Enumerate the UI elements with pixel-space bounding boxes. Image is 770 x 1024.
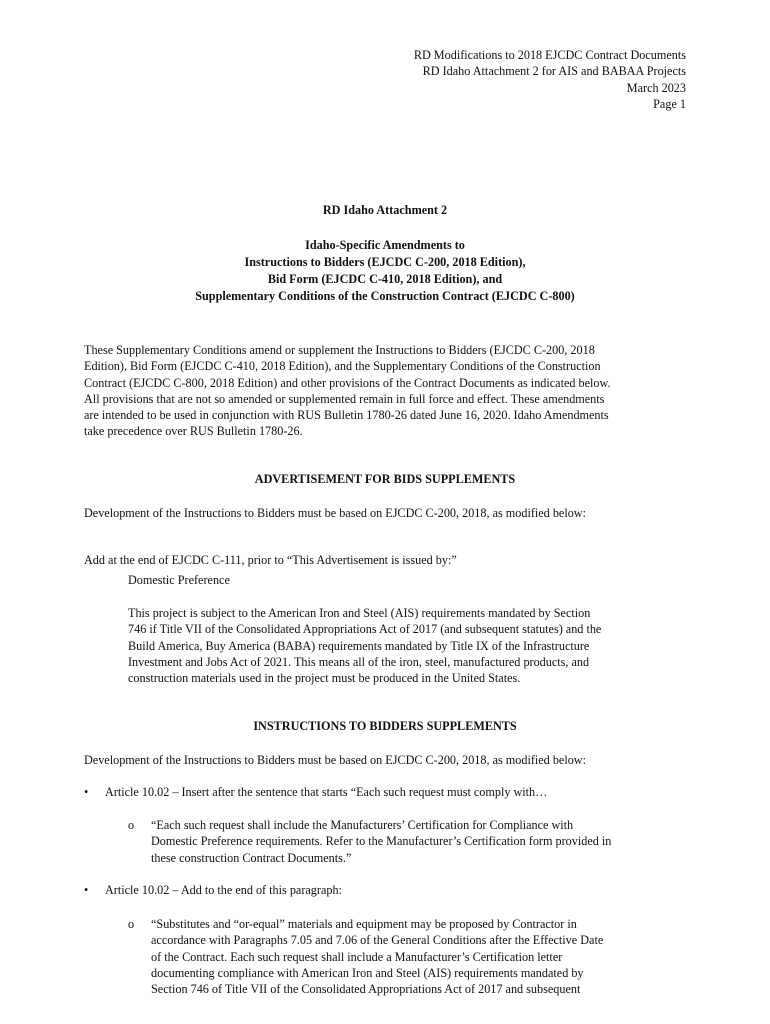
domestic-line: Investment and Jobs Act of 2021. This means all of the iron, steel, manufactured products, and — [128, 654, 590, 669]
domestic-line: construction materials used in the project must be produced in the United States. — [128, 671, 521, 686]
sub-line: these construction Contract Documents.” — [151, 850, 352, 865]
intro-line: All provisions that are not so amended or supplemented remain in full force and effect. These amendments — [84, 391, 605, 406]
sub-line: “Each such request shall include the Manufacturers’ Certification for Compliance with — [151, 818, 574, 832]
sub-line: of the Contract. Each such request shall include a Manufacturer’s Certification letter — [151, 949, 563, 964]
header-line-2: RD Idaho Attachment 2 for AIS and BABAA Projects — [422, 64, 686, 79]
document-subtitle — [0, 237, 770, 305]
intro-paragraph — [84, 342, 684, 440]
sub-line: “Substitutes and “or-equal” materials and equipment may be proposed by Contractor in — [151, 917, 577, 931]
intro-line: These Supplementary Conditions amend or supplement the Instructions to Bidders (EJCDC C-200, 2018 — [84, 343, 595, 357]
page-header — [414, 47, 686, 112]
document-title: RD Idaho Attachment 2 — [322, 203, 448, 217]
sub-bullet-text — [151, 817, 681, 866]
bullet-text: Article 10.02 – Add to the end of this paragraph: — [105, 883, 342, 897]
intro-line: Contract (EJCDC C-800, 2018 Edition) and other provisions of the Contract Documents as indicated below. — [84, 375, 611, 390]
add-at-end-instruction: Add at the end of EJCDC C-111, prior to “This Advertisement is issued by:” — [84, 553, 457, 567]
sub-line: Domestic Preference requirements. Refer to the Manufacturer’s Certification form provided in — [151, 834, 612, 849]
instructions-development-text: Development of the Instructions to Bidders must be based on EJCDC C-200, 2018, as modified below: — [84, 753, 586, 767]
subtitle-line-4: Supplementary Conditions of the Construction Contract (EJCDC C-800) — [195, 289, 575, 303]
domestic-line: 746 if Title VII of the Consolidated Appropriations Act of 2017 (and subsequent statutes) and the — [128, 622, 602, 637]
intro-line: take precedence over RUS Bulletin 1780-26. — [84, 424, 303, 439]
intro-line: Edition), Bid Form (EJCDC C-410, 2018 Edition), and the Supplementary Conditions of the Construction — [84, 359, 601, 374]
header-page-number: Page 1 — [653, 96, 686, 111]
domestic-preference-label: Domestic Preference — [128, 573, 230, 587]
header-line-1: RD Modifications to 2018 EJCDC Contract Documents — [413, 48, 686, 62]
sub-line: Section 746 of Title VII of the Consolidated Appropriations Act of 2017 and subsequent — [151, 982, 581, 997]
domestic-preference-paragraph — [128, 605, 688, 686]
domestic-line: This project is subject to the American Iron and Steel (AIS) requirements mandated by Section — [128, 606, 591, 620]
bullet-icon: • — [84, 785, 89, 799]
bullet-text: Article 10.02 – Insert after the sentence that starts “Each such request must comply with… — [105, 785, 548, 799]
subtitle-line-3: Bid Form (EJCDC C-410, 2018 Edition), and — [267, 272, 503, 286]
sub-bullet-text — [151, 916, 681, 997]
sub-bullet-icon: o — [128, 917, 135, 931]
intro-line: are intended to be used in conjunction with RUS Bulletin 1780-26 dated June 16, 2020. Idaho Amendments — [84, 408, 609, 423]
subtitle-line-1: Idaho-Specific Amendments to — [305, 238, 465, 252]
sub-bullet-icon: o — [128, 818, 135, 832]
instructions-heading: INSTRUCTIONS TO BIDDERS SUPPLEMENTS — [253, 719, 517, 733]
sub-line: documenting compliance with American Iron and Steel (AIS) requirements mandated by — [151, 965, 584, 980]
bullet-icon: • — [84, 883, 89, 897]
sub-line: accordance with Paragraphs 7.05 and 7.06 of the General Conditions after the Effective Date — [151, 933, 604, 948]
advertisement-development-text: Development of the Instructions to Bidders must be based on EJCDC C-200, 2018, as modified below: — [84, 506, 586, 520]
header-date: March 2023 — [626, 80, 686, 95]
advertisement-heading: ADVERTISEMENT FOR BIDS SUPPLEMENTS — [254, 472, 516, 486]
subtitle-line-2: Instructions to Bidders (EJCDC C-200, 2018 Edition), — [244, 255, 526, 269]
domestic-line: Build America, Buy America (BABA) requirements mandated by Title IX of the Infrastructure — [128, 638, 590, 653]
